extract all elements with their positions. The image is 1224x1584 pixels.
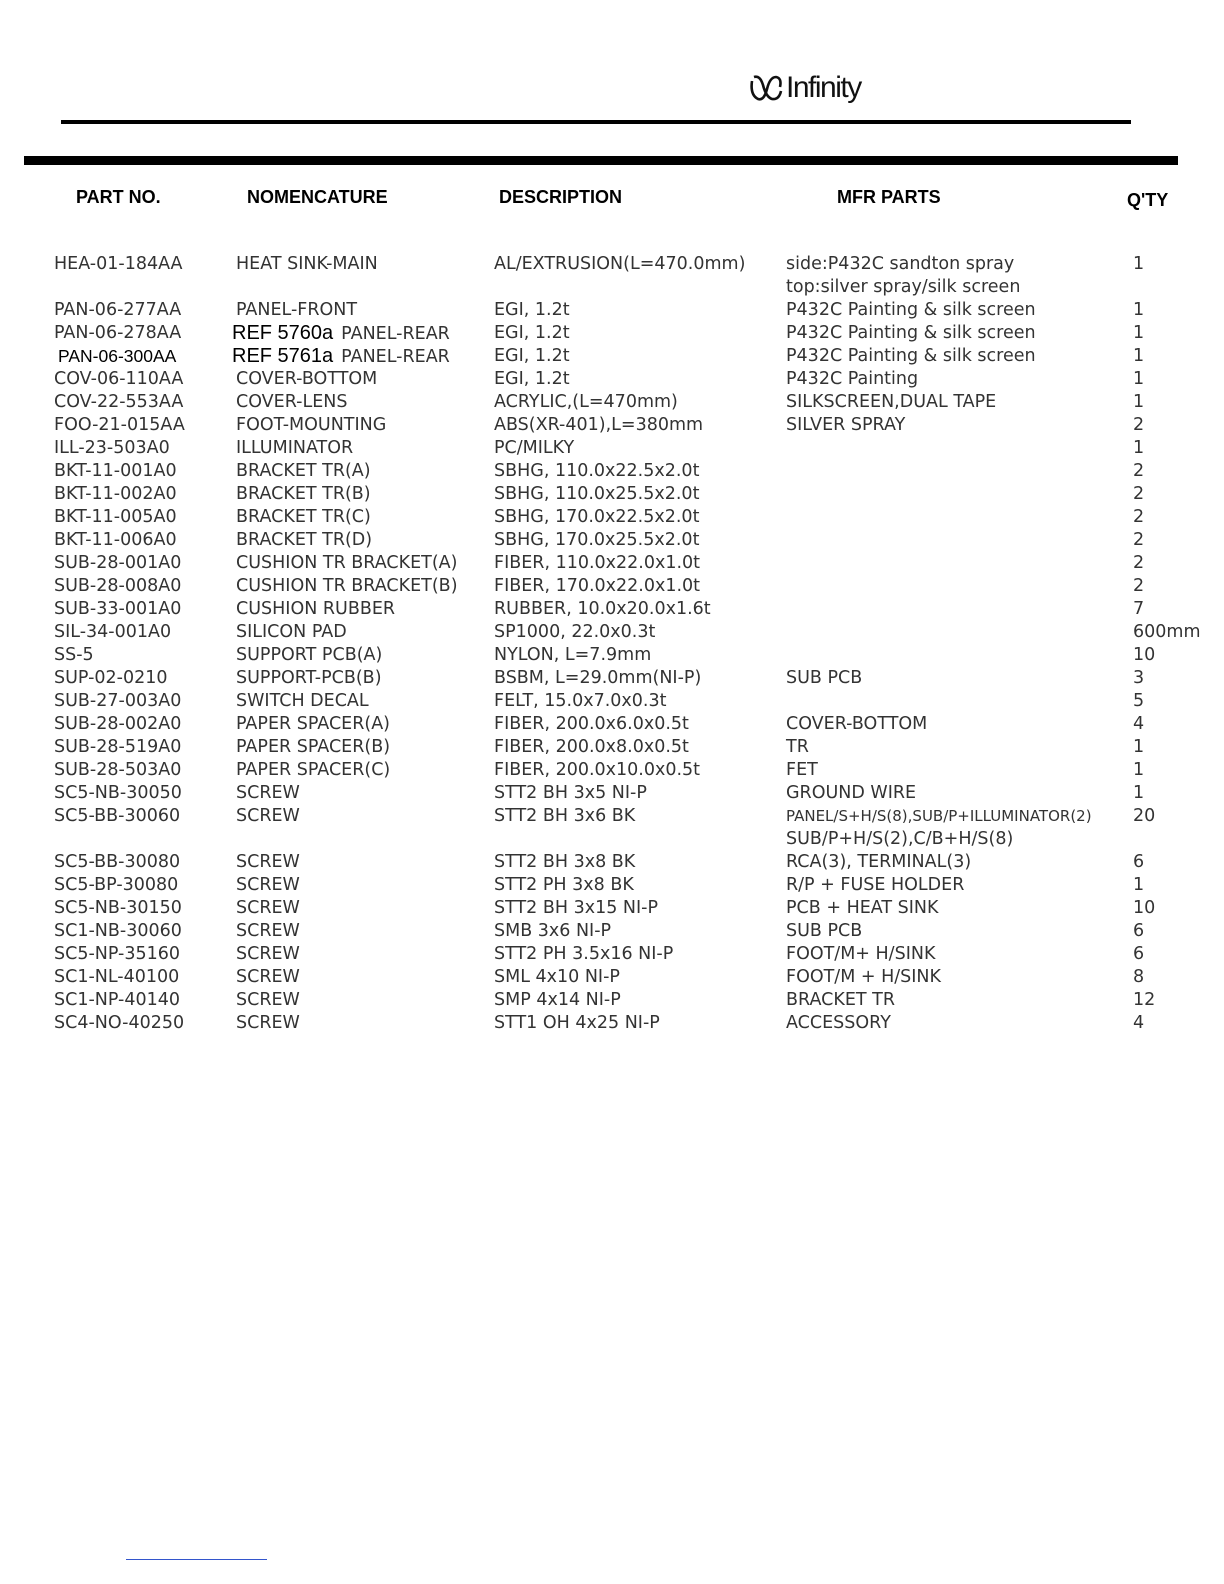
cell-description: FIBER, 200.0x10.0x0.5t [494,760,701,780]
nomenclature-text: PANEL-REAR [341,324,450,344]
cell-nomenclature [236,897,300,920]
cell-qty: 7 [1133,599,1145,619]
nomenclature-text: SCREW [236,898,300,918]
cell-qty: 6 [1133,921,1145,941]
nomenclature-text: PAPER SPACER(B) [236,737,391,757]
cell-description: EGI, 1.2t [494,300,570,320]
table-row [0,920,1224,943]
nomenclature-text: SCREW [236,806,300,826]
cell-part-no: SC1-NB-30060 [54,921,182,941]
cell-nomenclature [236,621,347,644]
cell-description: SBHG, 110.0x22.5x2.0t [494,461,700,481]
cell-nomenclature [236,667,382,690]
nomenclature-text: BRACKET TR(D) [236,530,373,550]
table-row [0,391,1224,414]
header-qty: Q'TY [1127,190,1169,210]
cell-part-no: PAN-06-277AA [54,300,182,320]
cell-nomenclature [236,506,371,529]
cell-nomenclature [236,690,369,713]
cell-qty: 1 [1133,760,1145,780]
cell-mfr-parts: FOOT/M + H/SINK [786,967,941,987]
cell-qty: 2 [1133,530,1145,550]
cell-nomenclature [232,322,450,346]
cell-part-no: PAN-06-300AA [58,346,177,366]
cell-part-no: SUB-28-008A0 [54,576,182,596]
table-row [0,782,1224,805]
nomenclature-text: SCREW [236,967,300,987]
table-row [0,368,1224,391]
cell-qty: 12 [1133,990,1156,1010]
cell-part-no: PAN-06-278AA [54,323,182,343]
cell-part-no: COV-06-110AA [54,369,184,389]
cell-nomenclature [236,943,300,966]
cell-nomenclature [236,460,371,483]
nomenclature-text: SILICON PAD [236,622,347,642]
cell-part-no: FOO-21-015AA [54,415,185,435]
cell-mfr-parts: GROUND WIRE [786,783,917,803]
cell-mfr-parts: P432C Painting & silk screen [786,346,1036,366]
cell-description: STT2 BH 3x6 BK [494,806,636,826]
cell-part-no: BKT-11-005A0 [54,507,177,527]
header-mfr-parts: MFR PARTS [837,187,941,207]
nomenclature-text: BRACKET TR(A) [236,461,371,481]
nomenclature-text: BRACKET TR(C) [236,507,371,527]
cell-nomenclature [236,966,300,989]
table-row [0,506,1224,529]
cell-mfr-parts: side:P432C sandton spray [786,254,1015,274]
cell-qty: 1 [1133,369,1145,389]
table-row [0,529,1224,552]
nomenclature-text: PANEL-FRONT [236,300,358,320]
table-row [0,437,1224,460]
header-rule-thick [24,156,1178,165]
cell-mfr-parts: SUB PCB [786,921,863,941]
cell-nomenclature [236,920,300,943]
cell-description: STT2 BH 3x8 BK [494,852,636,872]
table-row [0,966,1224,989]
cell-mfr-parts: BRACKET TR [786,990,895,1010]
table-row [0,690,1224,713]
cell-nomenclature [236,782,300,805]
cell-part-no: BKT-11-006A0 [54,530,177,550]
table-row [0,989,1224,1012]
cell-qty: 6 [1133,852,1145,872]
cell-nomenclature [236,874,300,897]
cell-mfr-parts: ACCESSORY [786,1013,891,1033]
cell-mfr-parts: R/P + FUSE HOLDER [786,875,965,895]
cell-nomenclature [236,299,357,322]
cell-nomenclature [236,575,458,598]
cell-description: FIBER, 110.0x22.0x1.0t [494,553,701,573]
table-row [0,598,1224,621]
table-row [0,805,1224,828]
nomenclature-text: SUPPORT PCB(A) [236,645,383,665]
cell-description: FELT, 15.0x7.0x0.3t [494,691,667,711]
cell-qty: 1 [1133,300,1145,320]
cell-nomenclature [236,989,300,1012]
cell-description: RUBBER, 10.0x20.0x1.6t [494,599,711,619]
cell-mfr-parts: SILKSCREEN,DUAL TAPE [786,392,997,412]
cell-description: SBHG, 110.0x25.5x2.0t [494,484,700,504]
cell-mfr-parts: PANEL/S+H/S(8),SUB/P+ILLUMINATOR(2) [786,807,1092,825]
table-row [0,414,1224,437]
nomenclature-text: BRACKET TR(B) [236,484,371,504]
cell-nomenclature [236,644,382,667]
cell-qty: 1 [1133,783,1145,803]
nomenclature-text: ILLUMINATOR [236,438,354,458]
cell-description: STT2 BH 3x5 NI-P [494,783,647,803]
cell-qty: 600mm [1133,622,1201,642]
cell-description: ACRYLIC,(L=470mm) [494,392,678,412]
nomenclature-text: SCREW [236,783,300,803]
ref-label: REF 5761a [232,345,334,367]
cell-mfr-parts: P432C Painting & silk screen [786,323,1036,343]
nomenclature-text: SCREW [236,875,300,895]
cell-part-no: SUB-33-001A0 [54,599,182,619]
table-row [0,575,1224,598]
cell-part-no: SS-5 [54,645,94,665]
cell-qty: 2 [1133,553,1145,573]
cell-qty: 2 [1133,576,1145,596]
cell-mfr-parts: SUB PCB [786,668,863,688]
cell-part-no: COV-22-553AA [54,392,184,412]
cell-nomenclature [236,1012,300,1035]
cell-qty: 1 [1133,737,1145,757]
nomenclature-text: PANEL-REAR [341,347,450,367]
nomenclature-text: CUSHION TR BRACKET(A) [236,553,458,573]
cell-part-no: SUB-28-519A0 [54,737,182,757]
nomenclature-text: CUSHION TR BRACKET(B) [236,576,458,596]
cell-part-no: ILL-23-503A0 [54,438,170,458]
cell-qty: 3 [1133,668,1145,688]
cell-mfr-parts: FET [786,760,818,780]
header-nomenclature: NOMENCATURE [247,187,388,207]
cell-qty: 10 [1133,645,1156,665]
cell-qty: 10 [1133,898,1156,918]
cell-description: SBHG, 170.0x22.5x2.0t [494,507,700,527]
cell-qty: 1 [1133,392,1145,412]
table-row [0,736,1224,759]
nomenclature-text: PAPER SPACER(C) [236,760,391,780]
table-row [0,322,1224,345]
cell-nomenclature [236,391,348,414]
cell-qty: 4 [1133,1013,1145,1033]
brand-logo [748,68,861,108]
cell-mfr-parts: COVER-BOTTOM [786,714,928,734]
cell-qty: 6 [1133,944,1145,964]
cell-part-no: SUB-27-003A0 [54,691,182,711]
cell-description: STT2 BH 3x15 NI-P [494,898,659,918]
cell-qty: 1 [1133,438,1145,458]
cell-part-no: SC5-NP-35160 [54,944,181,964]
cell-part-no: SC5-NB-30150 [54,898,182,918]
cell-part-no: SC4-NO-40250 [54,1013,185,1033]
cell-part-no: BKT-11-001A0 [54,461,177,481]
table-row [0,552,1224,575]
table-row [0,897,1224,920]
cell-nomenclature [236,598,395,621]
brand-name: Infinity [786,71,861,104]
cell-description: NYLON, L=7.9mm [494,645,652,665]
cell-qty: 2 [1133,461,1145,481]
cell-description: AL/EXTRUSION(L=470.0mm) [494,254,746,274]
cell-qty: 1 [1133,323,1145,343]
cell-part-no: SUB-28-503A0 [54,760,182,780]
nomenclature-text: SWITCH DECAL [236,691,369,711]
cell-mfr-parts: top:silver spray/silk screen [786,277,1021,297]
cell-qty: 2 [1133,507,1145,527]
cell-nomenclature [236,805,300,828]
cell-description: SMP 4x14 NI-P [494,990,621,1010]
cell-mfr-parts: RCA(3), TERMINAL(3) [786,852,972,872]
cell-qty: 1 [1133,254,1145,274]
cell-part-no: SUB-28-001A0 [54,553,182,573]
nomenclature-text: SUPPORT-PCB(B) [236,668,382,688]
nomenclature-text: SCREW [236,990,300,1010]
table-row [0,644,1224,667]
cell-part-no: SC5-BP-30080 [54,875,179,895]
cell-mfr-parts: P432C Painting & silk screen [786,300,1036,320]
header-description: DESCRIPTION [499,187,623,207]
cell-nomenclature [236,253,378,276]
table-row [0,276,1224,299]
nomenclature-text: SCREW [236,921,300,941]
header-rule-thin [61,120,1131,124]
cell-part-no: SUP-02-0210 [54,668,168,688]
cell-qty: 1 [1133,875,1145,895]
cell-mfr-parts: PCB + HEAT SINK [786,898,939,918]
cell-description: SMB 3x6 NI-P [494,921,612,941]
cell-nomenclature [236,437,353,460]
cell-nomenclature [236,736,390,759]
cell-description: EGI, 1.2t [494,369,570,389]
cell-description: STT1 OH 4x25 NI-P [494,1013,660,1033]
cell-qty: 5 [1133,691,1145,711]
cell-description: EGI, 1.2t [494,323,570,343]
cell-description: SBHG, 170.0x25.5x2.0t [494,530,700,550]
table-row [0,1012,1224,1035]
cell-description: SP1000, 22.0x0.3t [494,622,656,642]
cell-mfr-parts: SILVER SPRAY [786,415,906,435]
cell-description: SML 4x10 NI-P [494,967,620,987]
cell-mfr-parts: SUB/P+H/S(2),C/B+H/S(8) [786,829,1014,849]
table-row [0,713,1224,736]
table-row [0,483,1224,506]
cell-nomenclature [236,851,300,874]
table-row [0,759,1224,782]
cell-description: ABS(XR-401),L=380mm [494,415,704,435]
table-row [0,943,1224,966]
table-row [0,299,1224,322]
nomenclature-text: SCREW [236,944,300,964]
cell-description: BSBM, L=29.0mm(NI-P) [494,668,702,688]
table-row [0,460,1224,483]
cell-mfr-parts: P432C Painting [786,369,919,389]
cell-part-no: SC5-BB-30060 [54,806,181,826]
cell-part-no: SIL-34-001A0 [54,622,172,642]
cell-mfr-parts: FOOT/M+ H/SINK [786,944,936,964]
cell-qty: 4 [1133,714,1145,734]
nomenclature-text: FOOT-MOUNTING [236,415,387,435]
cell-qty: 2 [1133,484,1145,504]
cell-mfr-parts: TR [786,737,809,757]
ref-label: REF 5760a [232,322,334,344]
header-part-no: PART NO. [76,187,161,207]
table-row [0,621,1224,644]
footer-link-underline [126,1559,267,1560]
table-row [0,828,1224,851]
cell-nomenclature [236,483,371,506]
cell-qty: 8 [1133,967,1145,987]
nomenclature-text: COVER-LENS [236,392,348,412]
cell-description: EGI, 1.2t [494,346,570,366]
cell-part-no: SC1-NL-40100 [54,967,180,987]
table-row [0,851,1224,874]
cell-description: STT2 PH 3x8 BK [494,875,634,895]
cell-description: FIBER, 200.0x8.0x0.5t [494,737,689,757]
cell-description: STT2 PH 3.5x16 NI-P [494,944,674,964]
nomenclature-text: SCREW [236,852,300,872]
nomenclature-text: PAPER SPACER(A) [236,714,391,734]
table-row [0,345,1224,368]
table-row [0,667,1224,690]
nomenclature-text: CUSHION RUBBER [236,599,396,619]
cell-description: FIBER, 200.0x6.0x0.5t [494,714,689,734]
cell-qty: 20 [1133,806,1156,826]
cell-nomenclature [236,368,377,391]
cell-part-no: SC5-BB-30080 [54,852,181,872]
table-row [0,874,1224,897]
cell-part-no: SC1-NP-40140 [54,990,181,1010]
cell-part-no: SC5-NB-30050 [54,783,182,803]
cell-nomenclature [232,345,450,369]
cell-nomenclature [236,713,390,736]
cell-description: FIBER, 170.0x22.0x1.0t [494,576,701,596]
cell-nomenclature [236,529,372,552]
nomenclature-text: COVER-BOTTOM [236,369,378,389]
cell-nomenclature [236,414,386,437]
infinity-logo-icon [748,73,784,103]
cell-part-no: HEA-01-184AA [54,254,183,274]
nomenclature-text: HEAT SINK-MAIN [236,254,378,274]
cell-part-no: SUB-28-002A0 [54,714,182,734]
cell-description: PC/MILKY [494,438,575,458]
cell-nomenclature [236,552,457,575]
cell-qty: 2 [1133,415,1145,435]
table-row [0,253,1224,276]
cell-part-no: BKT-11-002A0 [54,484,177,504]
cell-qty: 1 [1133,346,1145,366]
cell-nomenclature [236,759,390,782]
nomenclature-text: SCREW [236,1013,300,1033]
